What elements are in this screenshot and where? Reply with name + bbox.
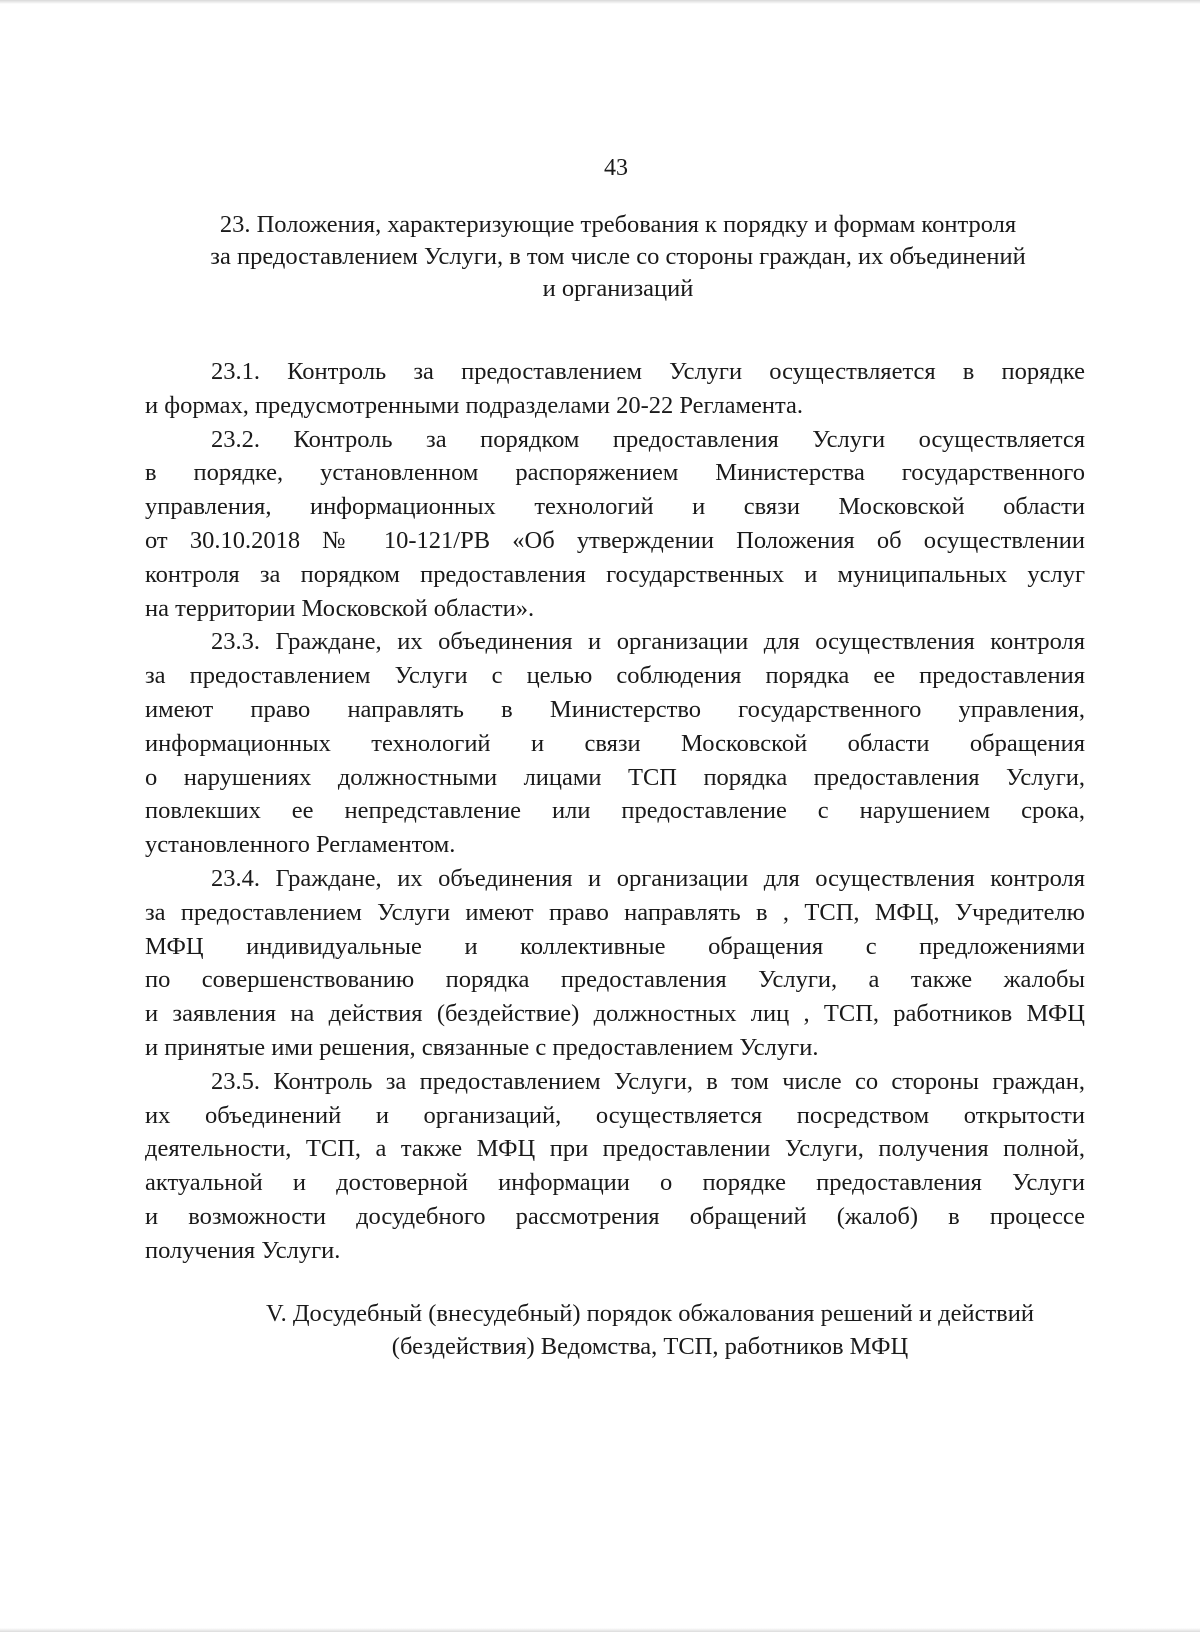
paragraph-line: за предоставлением Услуги с целью соблюдения порядка ее предоставления [145, 662, 1085, 690]
paragraph-line: МФЦ индивидуальные и коллективные обращения с предложениями [145, 932, 1085, 960]
paragraph-23-5 [145, 1065, 1085, 1268]
section-heading-line: и организаций [542, 275, 694, 302]
paragraph-line: 23.3. Граждане, их объединения и организации для осуществления контроля [211, 628, 1085, 656]
paragraph-line: о нарушениях должностными лицами ТСП порядка предоставления Услуги, [145, 763, 1085, 791]
paragraph-line: и принятые ими решения, связанные с предоставлением Услуги. [145, 1033, 819, 1061]
paragraph-line: повлекших ее непредставление или предоставление с нарушением срока, [145, 797, 1085, 825]
paragraph-line: 23.5. Контроль за предоставлением Услуги, в том числе со стороны граждан, [211, 1067, 1085, 1095]
section-heading [148, 209, 1088, 305]
chapter-heading [190, 1297, 1110, 1363]
body-text [145, 355, 1085, 1268]
paragraph-line: 23.1. Контроль за предоставлением Услуги осуществляется в порядке [211, 358, 1085, 385]
section-heading-line: за предоставлением Услуги, в том числе со стороны граждан, их объединений [210, 243, 1026, 270]
paragraph-line: по совершенствованию порядка предоставления Услуги, а также жалобы [145, 966, 1085, 994]
paragraph-line: деятельности, ТСП, а также МФЦ при предоставлении Услуги, получения полной, [145, 1135, 1085, 1163]
paragraph-line: и заявления на действия (бездействие) должностных лиц , ТСП, работников МФЦ [145, 1000, 1085, 1028]
chapter-heading-line: (бездействия) Ведомства, ТСП, работников МФЦ [391, 1333, 909, 1360]
paragraph-23-1 [145, 355, 1085, 423]
section-heading-line: 23. Положения, характеризующие требования к порядку и формам контроля [219, 211, 1017, 238]
paragraph-line: контроля за порядком предоставления государственных и муниципальных услуг [145, 560, 1085, 588]
paragraph-line: установленного Регламентом. [145, 831, 456, 859]
paragraph-line: получения Услуги. [145, 1236, 341, 1264]
paragraph-23-4 [145, 862, 1085, 1065]
paragraph-line: информационных технологий и связи Московской области обращения [145, 729, 1085, 757]
page-number: 43 [604, 155, 628, 181]
paragraph-line: на территории Московской области». [145, 594, 535, 622]
paragraph-line: и возможности досудебного рассмотрения обращений (жалоб) в процессе [145, 1202, 1085, 1230]
paragraph-line: их объединений и организаций, осуществляется посредством открытости [145, 1101, 1085, 1129]
paragraph-line: 23.4. Граждане, их объединения и организации для осуществления контроля [211, 864, 1085, 892]
scan-edge-bottom [0, 1628, 1200, 1632]
paragraph-line: в порядке, установленном распоряжением Министерства государственного [145, 459, 1085, 487]
scan-edge-top [0, 0, 1200, 4]
paragraph-line: и формах, предусмотренными подразделами 20-22 Регламента. [145, 391, 803, 419]
paragraph-23-3 [145, 625, 1085, 862]
paragraph-line: за предоставлением Услуги имеют право направлять в , ТСП, МФЦ, Учредителю [145, 898, 1085, 926]
paragraph-line: актуальной и достоверной информации о порядке предоставления Услуги [145, 1169, 1085, 1197]
chapter-heading-line: V. Досудебный (внесудебный) порядок обжалования решений и действий [266, 1300, 1034, 1327]
paragraph-line: от 30.10.2018 № 10-121/РВ «Об утверждении Положения об осуществлении [145, 526, 1085, 554]
paragraph-line: управления, информационных технологий и связи Московской области [145, 493, 1085, 521]
paragraph-line: 23.2. Контроль за порядком предоставления Услуги осуществляется [211, 425, 1085, 453]
paragraph-line: имеют право направлять в Министерство государственного управления, [145, 695, 1085, 723]
paragraph-23-2 [145, 423, 1085, 626]
